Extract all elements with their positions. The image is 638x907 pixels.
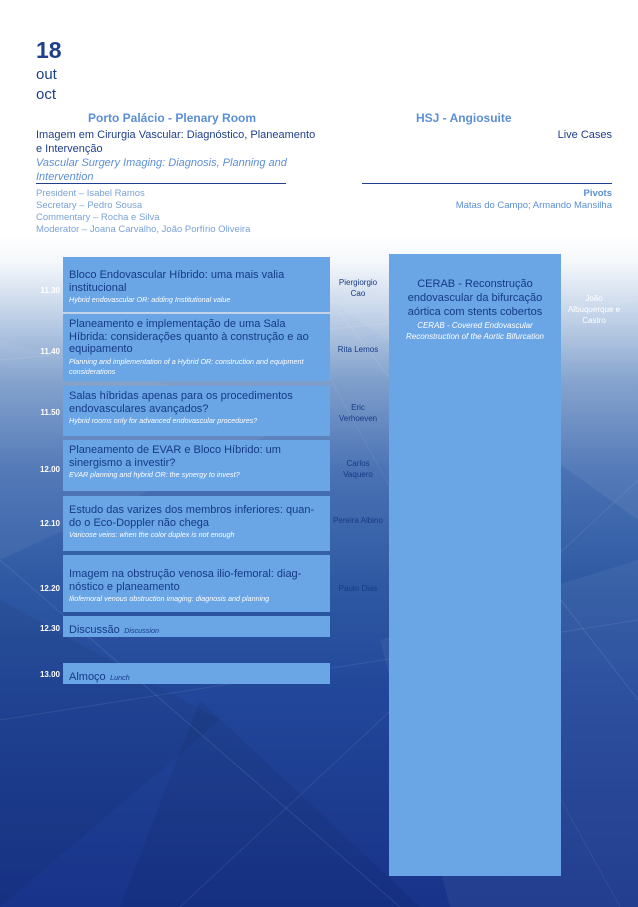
talk-speaker: Rita Lemos [337, 345, 379, 354]
talk-speaker: Carlos Vaquero [343, 459, 373, 479]
talk-title-pt: Salas híbridas apenas para os procedimentos endovasculares avançados? [69, 390, 293, 415]
live-case-speaker: João Albuquerque e Castro [567, 294, 621, 325]
talk-time: 11.40 [40, 347, 60, 356]
talk-title-en: EVAR planning and hybrid OR: the synergy to invest? [69, 470, 240, 479]
talk-box [63, 386, 330, 436]
divider-left [36, 183, 286, 184]
session-title-en: Vascular Surgery Imaging: Diagnosis, Planning and Intervention [36, 157, 287, 183]
talk-time: 11.50 [40, 408, 60, 417]
break-time: 13.00 [39, 670, 60, 679]
date-month-en: oct [36, 86, 57, 103]
talk-time: 11.30 [40, 286, 60, 295]
session-title-pt: Imagem em Cirurgia Vascular: Diagnóstico, Planeamento e Intervenção [36, 129, 316, 155]
break-title-en: Discussion [124, 626, 159, 635]
room-right-heading: HSJ - Angiosuite [416, 111, 512, 125]
talk-title-pt: Planeamento e implementação de uma Sala Híbrida: considerações quanto à construção e ao equipamento [69, 318, 309, 355]
talk-title-pt: Bloco Endovascular Híbrido: uma mais valia institucional [69, 269, 285, 294]
pivots-heading: Pivots [583, 188, 612, 199]
officer-moderator: Moderator – Joana Carvalho, João Porfírio Oliveira [36, 224, 251, 235]
officer-secretary: Secretary – Pedro Sousa [36, 200, 143, 211]
talk-time: 12.20 [39, 584, 60, 593]
talk-title-en: Hybrid endovascular OR: adding Institutional value [69, 295, 231, 304]
break-title-en: Lunch [110, 673, 130, 682]
talk-speaker: Eric Verhoeven [338, 403, 378, 423]
break-time: 12.30 [39, 624, 60, 633]
live-case-title-pt: CERAB - Reconstrução endovascular da bifurcação aórtica com stents cobertos [407, 278, 543, 318]
break-box [63, 616, 330, 637]
talk-box [63, 440, 330, 491]
officer-commentary: Commentary – Rocha e Silva [36, 212, 160, 223]
date-day: 18 [36, 37, 62, 63]
talk-box [63, 257, 330, 312]
talk-title-pt: Imagem na obstrução venosa ilio-femoral: diag-nóstico e planeamento [69, 568, 302, 593]
room-left-heading: Porto Palácio - Plenary Room [88, 111, 257, 125]
talk-title-pt: Estudo das varizes dos membros inferiores: quan-do o Eco-Doppler não chega [69, 504, 315, 529]
talk-title-en: Planning and implementation of a Hybrid OR: construction and equipment considerations [69, 356, 304, 376]
talk-box [63, 555, 330, 612]
break-title-pt: Almoço [69, 671, 106, 683]
officer-president: President – Isabel Ramos [36, 188, 145, 199]
live-case-title-en: CERAB - Covered Endovascular Reconstruction of the Aortic Bifurcation [406, 321, 544, 341]
talk-speaker: Pereira Albino [333, 516, 383, 525]
date-month-pt: out [36, 66, 57, 83]
break-box [63, 663, 330, 684]
divider-right [362, 183, 612, 184]
talk-box [63, 314, 330, 381]
talk-time: 12.00 [39, 465, 60, 474]
pivots-names: Matas do Campo; Armando Mansilha [455, 200, 612, 211]
live-cases-label: Live Cases [557, 129, 612, 141]
talk-speaker: Piergiorgio Cao [338, 278, 378, 298]
talk-speaker: Paulo Dias [338, 584, 378, 593]
talk-title-en: Iliofemoral venous obstruction imaging: diagnosis and planning [69, 594, 270, 603]
talk-title-pt: Planeamento de EVAR e Bloco Híbrido: um sinergismo a investir? [69, 444, 281, 469]
talk-title-en: Hybrid rooms only for advanced endovascular procedures? [69, 416, 258, 425]
live-case-box [389, 254, 561, 876]
break-title-pt: Discussão [69, 624, 120, 636]
talk-box [63, 496, 330, 551]
talk-title-en: Varicose veins: when the color duplex is not enough [69, 530, 235, 539]
talk-time: 12.10 [39, 519, 60, 528]
